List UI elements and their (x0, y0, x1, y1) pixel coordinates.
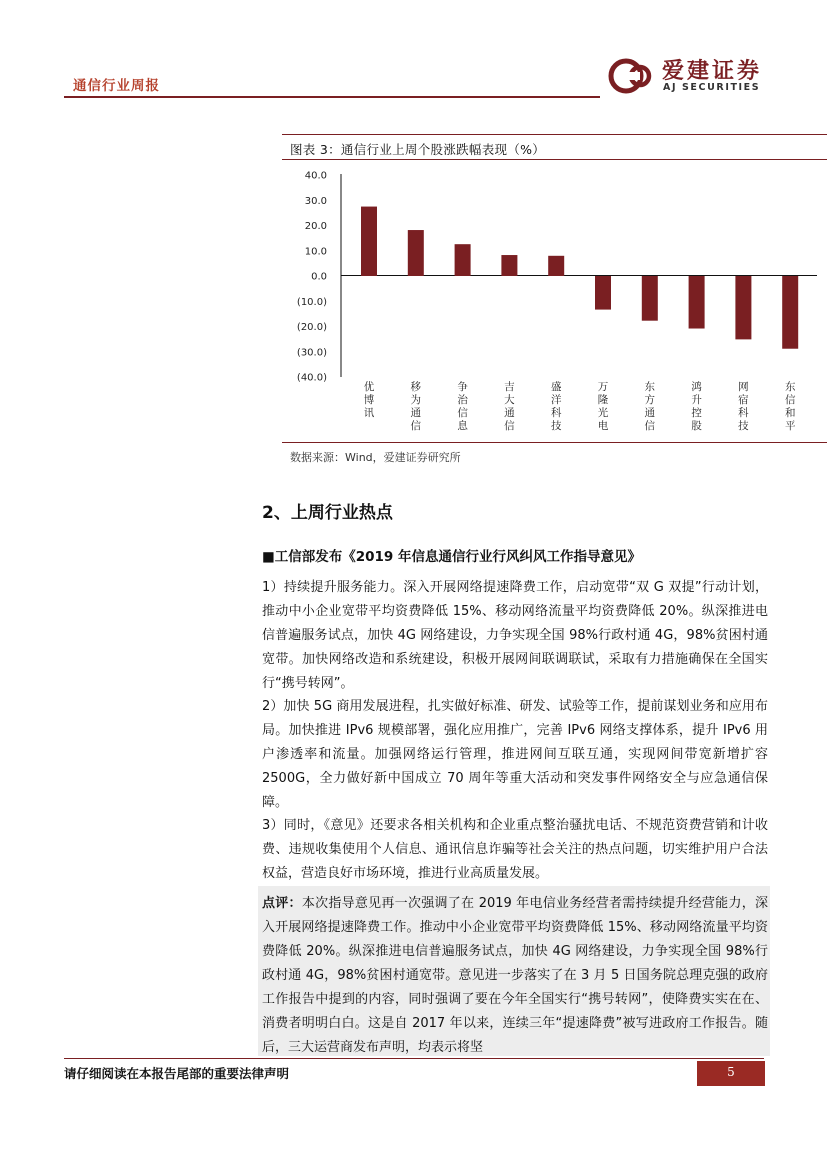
bar-9 (735, 276, 751, 339)
figure-bottom-rule (282, 442, 827, 443)
x-tick-label: 万隆光电 (597, 381, 609, 432)
header-divider (64, 96, 600, 98)
commentary-text: 本次指导意见再一次强调了在 2019 年电信业务经营者需持续提升经营能力，深入开展网络提速降费工作。推动中小企业宽带平均资费降低 15%、移动网络流量平均资费降低 20%。纵深推进电信普遍服务试点，加快 4G 网络建设，力争实现全国 98%行政村通 4G，98%贫困村通宽带。意见进一步落实了在 3 月 5 日国务院总理克强的政府工作报告中提到的内容，同时强调了要在今年全国实行“携号转网”，使降费实实在在、消费者明明白白。这是自 2017 年以来，连续三年“提速降费”被写进政府工作报告。随后，三大运营商发布声明，均表示将坚 (262, 896, 768, 1055)
news-paragraph-2: 2）加快 5G 商用发展进程，扎实做好标准、研发、试验等工作，提前谋划业务和应用布局。加快推进 IPv6 规模部署，强化应用推广，完善 IPv6 网络支撑体系，提升 IPv6 用户渗透率和流量。加强网络运行管理，推进网间互联互通，实现网间带宽新增扩容 2500G，全力做好新中国成立 70 周年等重大活动和突发事件网络安全与应急通信保障。 (262, 699, 768, 810)
commentary-paragraph (262, 892, 768, 1060)
y-tick-label: (20.0) (296, 322, 327, 333)
legal-disclaimer-notice: 请仔细阅读在本报告尾部的重要法律声明 (64, 1066, 290, 1081)
figure-top-rule (282, 134, 827, 135)
bars-group (361, 207, 798, 349)
footer-divider (64, 1058, 764, 1059)
x-axis-labels (364, 380, 796, 432)
bar-1 (361, 207, 377, 276)
x-tick-label: 东方通信 (644, 381, 656, 432)
logo-wordmark-cn: 爱建证券 (662, 58, 763, 84)
commentary-label: 点评： (262, 896, 302, 911)
news-paragraph-1: 1）持续提升服务能力。深入开展网络提速降费工作，启动宽带“双 G 双提”行动计划，推动中小企业宽带平均资费降低 15%、移动网络流量平均资费降低 20%。纵深推进电信普遍服务试点，加快 4G 网络建设，力争实现全国 98%行政村通 4G，98%贫困村通宽带。加快网络改造和系统建设，积极开展网间联调联试，采取有力措施确保在全国实行“携号转网”。 (262, 580, 768, 691)
bar-3 (455, 244, 471, 276)
logo-wordmark-en: AJ SECURITIES (663, 82, 761, 93)
news-heading: ■工信部发布《2019 年信息通信行业行风纠风工作指导意见》 (262, 549, 642, 565)
x-tick-label: 东信和平 (784, 381, 796, 432)
y-axis-ticks (297, 171, 327, 384)
x-tick-label: 优博讯 (363, 381, 375, 419)
x-tick-label: 盛洋科技 (550, 381, 562, 432)
report-series-title: 通信行业周报 (73, 78, 160, 94)
figure-source-note: 数据来源：Wind，爱建证券研究所 (290, 451, 461, 464)
stock-performance-bar-chart (282, 162, 827, 442)
bar-5 (548, 256, 564, 276)
bar-8 (689, 276, 705, 329)
y-tick-label: 0.0 (311, 271, 327, 283)
x-tick-label: 吉大通信 (504, 381, 515, 432)
section-heading: 2、上周行业热点 (262, 503, 393, 523)
y-tick-label: 20.0 (304, 221, 327, 232)
y-tick-label: 10.0 (304, 246, 327, 258)
bar-10 (782, 276, 798, 349)
x-tick-label: 争治信息 (457, 381, 468, 432)
figure-title-rule (282, 159, 827, 160)
bar-7 (642, 276, 658, 321)
y-tick-label: (30.0) (296, 347, 327, 359)
y-tick-label: 30.0 (304, 195, 327, 207)
x-tick-label: 移为通信 (410, 381, 422, 432)
y-tick-label: (40.0) (296, 372, 327, 384)
news-paragraph-3: 3）同时，《意见》还要求各相关机构和企业重点整治骚扰电话、不规范资费营销和计收费、违规收集使用个人信息、通讯信息诈骗等社会关注的热点问题，切实维护用户合法权益，营造良好市场环境，推进行业高质量发展。 (262, 818, 768, 881)
page-number: 5 (727, 1065, 735, 1079)
bar-2 (408, 230, 424, 276)
y-tick-label: (10.0) (296, 296, 327, 308)
bar-6 (595, 276, 611, 310)
x-tick-label: 网宿科技 (738, 381, 749, 432)
y-tick-label: 40.0 (304, 170, 327, 182)
bar-4 (501, 255, 517, 276)
figure-title: 图表 3：通信行业上周个股涨跌幅表现（%） (290, 142, 546, 157)
x-tick-label: 鸿升控股 (691, 381, 702, 432)
